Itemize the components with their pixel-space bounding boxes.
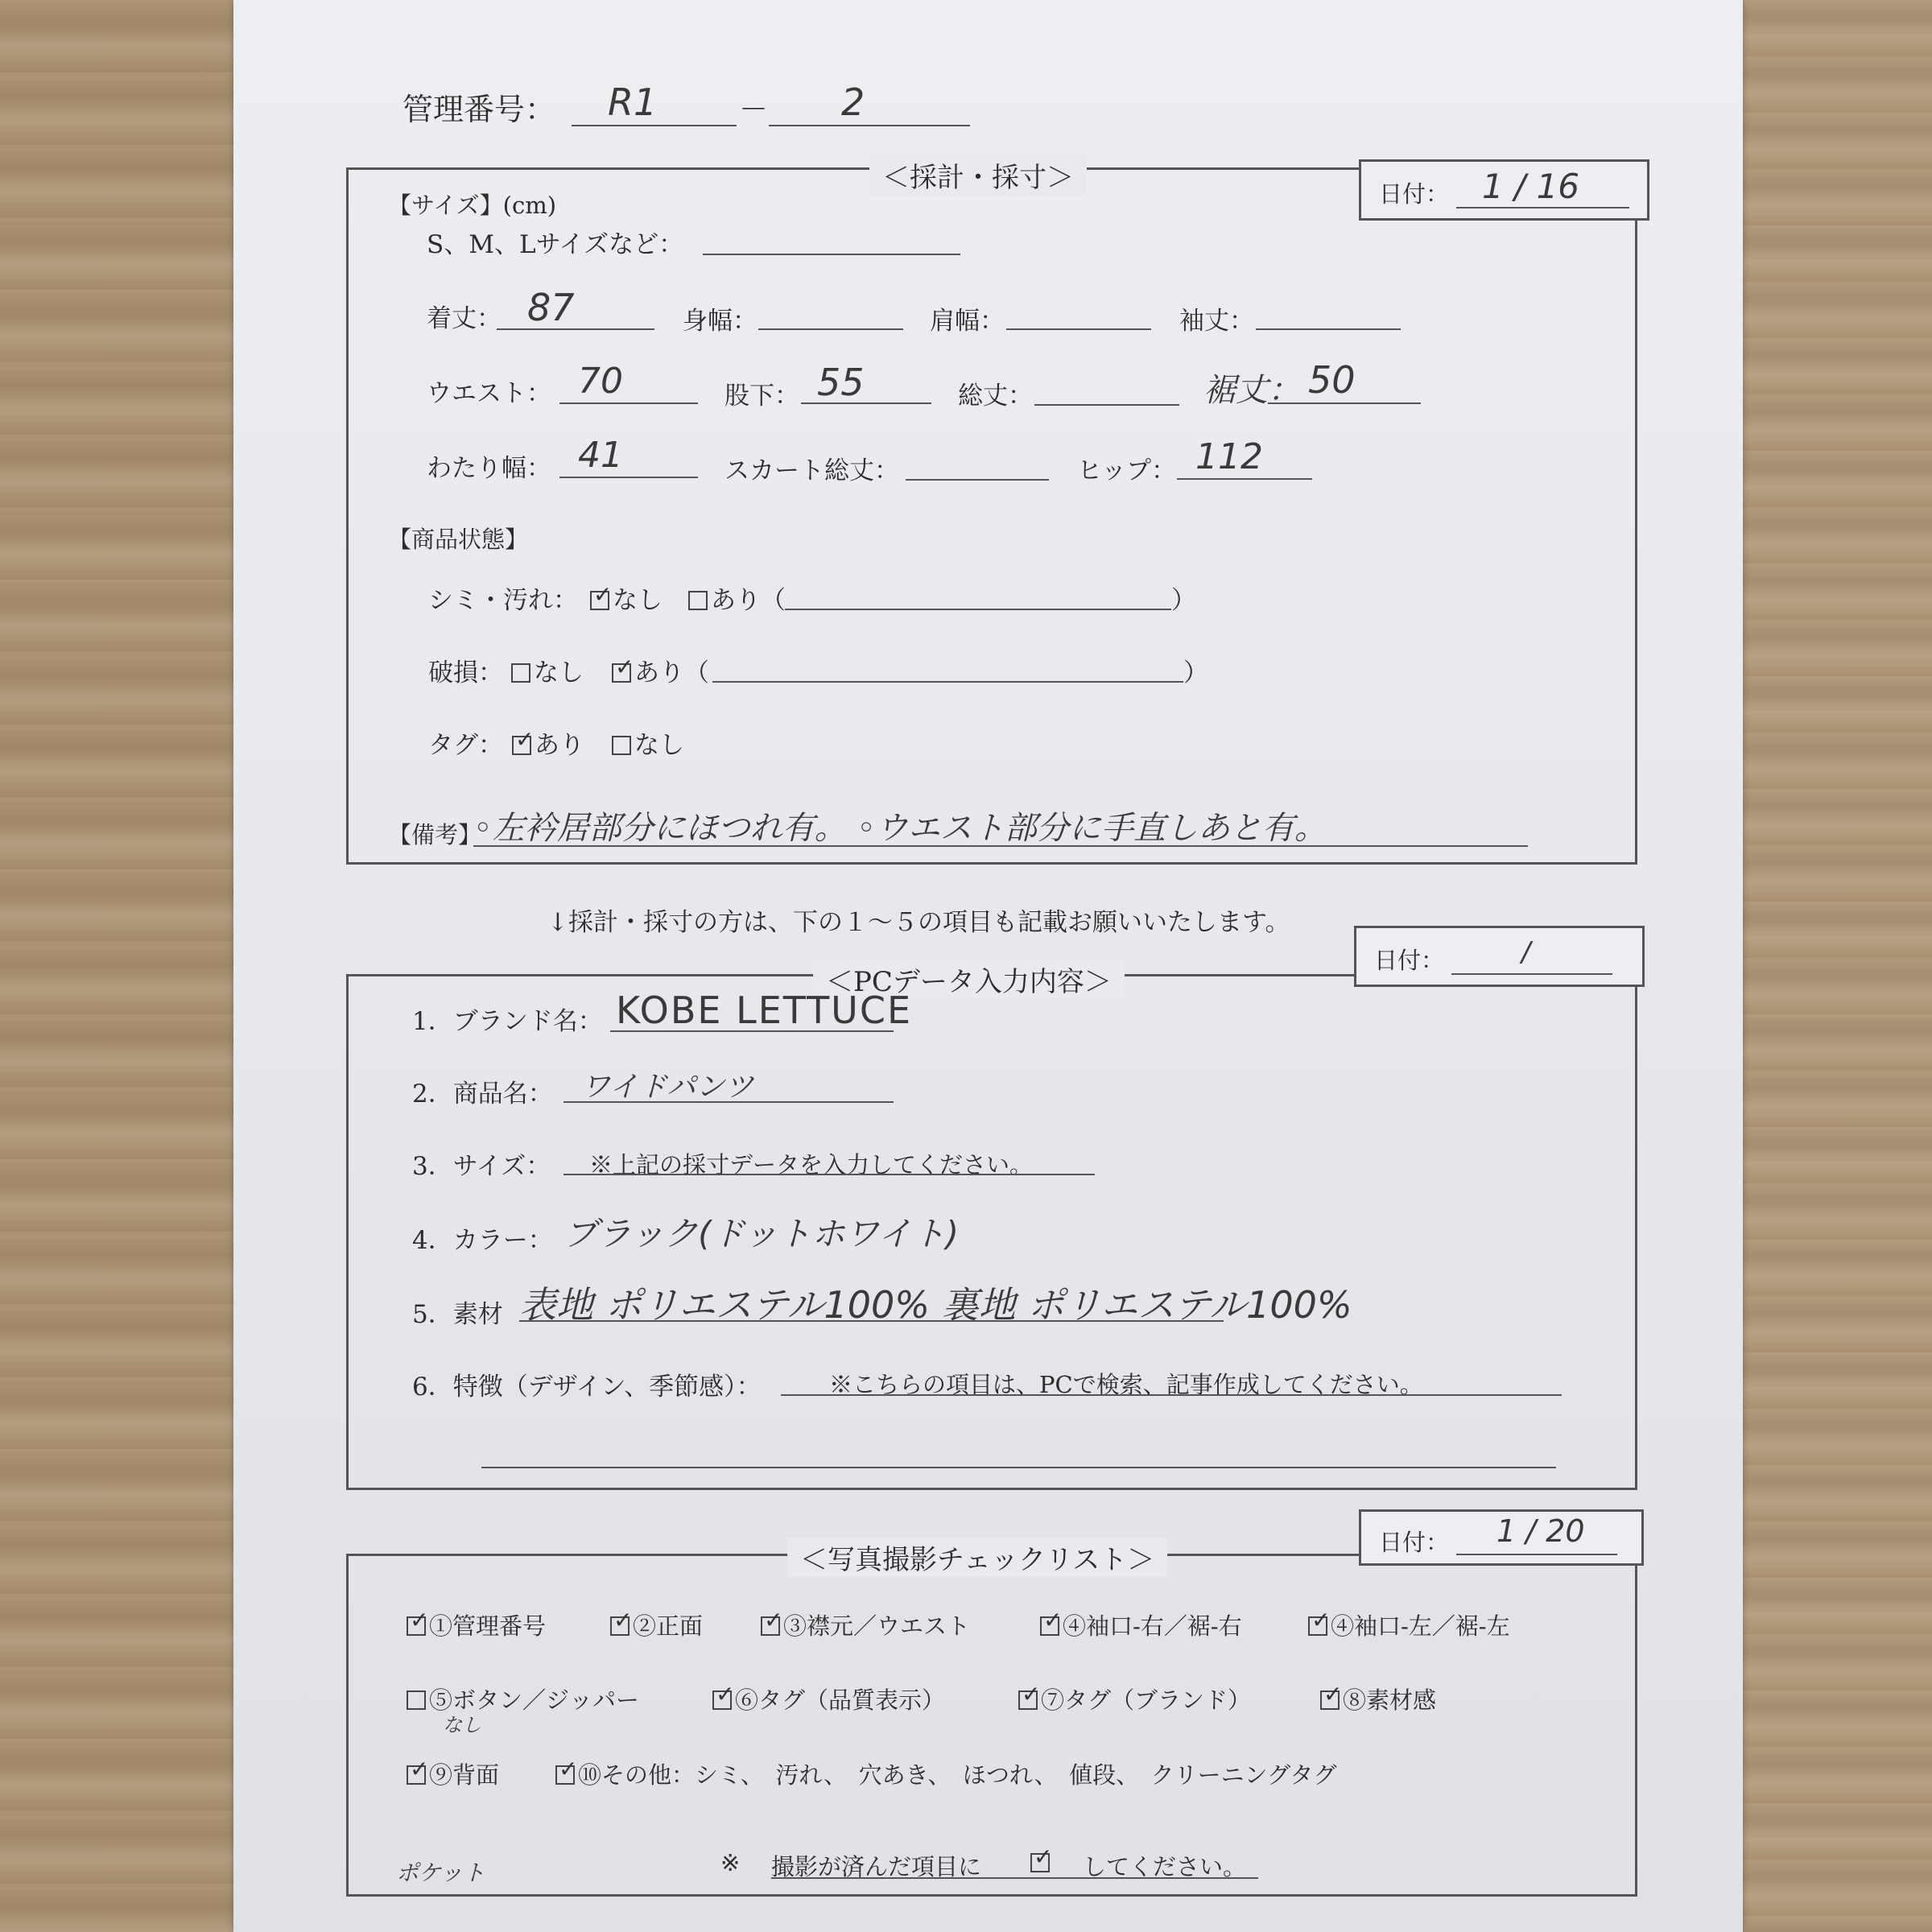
photo-date-label: 日付：: [1379, 1529, 1450, 1556]
measure-date-value: 1 / 16: [1482, 167, 1580, 206]
photo-date-value: 1 / 20: [1496, 1513, 1585, 1549]
button-note: なし: [443, 1714, 481, 1736]
skirt-length-label: スカート総丈：: [724, 456, 899, 485]
management-number-value2: 2: [841, 80, 865, 124]
stain-close: ）: [1171, 586, 1196, 615]
photo-title: ＜写真撮影チェックリスト＞: [787, 1538, 1167, 1577]
check-box-2[interactable]: [610, 1616, 630, 1636]
check-text-8: ⑧素材感: [1343, 1686, 1437, 1714]
tag-label: タグ：: [428, 731, 503, 760]
remarks-label: 【備考】: [388, 821, 482, 848]
damage-close: ）: [1183, 658, 1208, 687]
stain-none-option[interactable]: [590, 580, 663, 616]
footer-text1: 撮影が済んだ項目に: [771, 1853, 982, 1880]
header-dash: －: [739, 93, 769, 126]
check-box-7[interactable]: [1018, 1690, 1038, 1710]
stain-yes-text: あり（: [711, 586, 786, 615]
pc-title: ＜PCデータ入力内容＞: [813, 960, 1125, 999]
tag-none-option[interactable]: [612, 724, 684, 761]
check-management-number[interactable]: [407, 1608, 546, 1641]
total-length-label: 総丈：: [958, 382, 1033, 411]
damage-yes-checkbox[interactable]: [612, 663, 631, 683]
stain-none-checkbox[interactable]: [590, 591, 609, 610]
feature-note: ※こちらの項目は、PCで検索、記事作成してください。: [829, 1371, 1423, 1398]
tag-yes-text: あり: [535, 731, 584, 760]
check-tag-quality[interactable]: [712, 1682, 945, 1715]
color-value: ブラック(ドットホワイト): [564, 1214, 959, 1253]
stain-none-text: なし: [613, 586, 663, 615]
inseam-label: 股下：: [724, 382, 799, 411]
tag-yes-option[interactable]: [512, 724, 584, 761]
check-text-5: ⑤ボタン／ジッパー: [429, 1686, 640, 1714]
footer-text2: してください。: [1083, 1853, 1247, 1880]
sml-label: S、M、Lサイズなど：: [427, 230, 684, 259]
sample-checkbox: [1030, 1853, 1050, 1872]
check-cuff-right[interactable]: [1040, 1608, 1242, 1641]
product-value: ワイドパンツ: [581, 1071, 754, 1104]
shoulder-label: 肩幅：: [930, 307, 1005, 336]
check-button-zipper[interactable]: [407, 1682, 639, 1715]
feature-label: 6．特徴（デザイン、季節感）：: [412, 1373, 762, 1402]
hip-label: ヒップ：: [1077, 456, 1177, 485]
material-value: 表地 ポリエステル100% 裏地 ポリエステル100%: [519, 1283, 1352, 1327]
desk-right: [1743, 0, 1932, 1932]
stain-yes-checkbox[interactable]: [688, 591, 708, 610]
damage-none-option[interactable]: [511, 652, 584, 688]
body-width-label: 身幅：: [683, 307, 758, 336]
condition-heading: 【商品状態】: [388, 526, 529, 553]
pocket-note: ポケット: [396, 1860, 485, 1886]
waist-label: ウエスト：: [427, 379, 551, 408]
tag-none-checkbox[interactable]: [612, 736, 631, 755]
management-number-value1: R1: [608, 80, 658, 124]
measure-date-label: 日付：: [1379, 180, 1450, 208]
photo-section: [346, 1554, 1637, 1897]
check-text-1: ①管理番号: [429, 1612, 547, 1640]
color-label: 4．カラー：: [412, 1226, 553, 1255]
inseam-value: 55: [817, 361, 865, 404]
check-other[interactable]: [555, 1757, 1337, 1790]
brand-label: 1．ブランド名：: [412, 1007, 603, 1036]
product-label: 2．商品名：: [412, 1080, 553, 1108]
check-text-3: ③襟元／ウエスト: [783, 1612, 971, 1640]
size-note: ※上記の採寸データを入力してください。: [589, 1151, 1034, 1179]
photo-date-box: [1359, 1509, 1644, 1566]
footer-checkbox-sample: [1030, 1849, 1053, 1876]
remarks-value: ◦左衿居部分にほつれ有。 ◦ウエスト部分に手直しあと有。: [473, 810, 1327, 847]
length-label: 着丈：: [427, 304, 502, 333]
tag-yes-checkbox[interactable]: [512, 736, 531, 755]
thigh-value: 41: [578, 435, 623, 476]
measure-date-box: [1359, 159, 1649, 221]
check-front[interactable]: [610, 1608, 703, 1641]
pc-date-label: 日付：: [1374, 947, 1445, 974]
hip-value: 112: [1195, 436, 1263, 477]
footer-mark: ※: [720, 1849, 741, 1876]
pc-date-box: [1354, 926, 1645, 987]
check-box-4l[interactable]: [1308, 1616, 1327, 1636]
damage-none-text: なし: [534, 658, 584, 687]
size-label: 3．サイズ：: [412, 1152, 551, 1181]
check-box-3[interactable]: [761, 1616, 780, 1636]
damage-label: 破損：: [428, 658, 503, 687]
check-box-5[interactable]: [407, 1690, 426, 1710]
damage-yes-text: あり（: [634, 658, 709, 687]
instruction-text: ↓採計・採寸の方は、下の１～５の項目も記載お願いいたします。: [547, 908, 1290, 937]
hem-value: 50: [1308, 358, 1356, 402]
check-box-1[interactable]: [407, 1616, 426, 1636]
sleeve-label: 袖丈：: [1179, 307, 1254, 336]
measure-title: ＜採計・採寸＞: [869, 155, 1087, 195]
check-box-4r[interactable]: [1040, 1616, 1059, 1636]
check-back[interactable]: [407, 1757, 499, 1790]
check-box-10[interactable]: [555, 1765, 575, 1785]
damage-none-checkbox[interactable]: [511, 663, 530, 683]
check-text-7: ⑦タグ（ブランド）: [1041, 1686, 1252, 1714]
size-heading: 【サイズ】(cm): [388, 192, 557, 219]
pc-date-value: /: [1521, 936, 1531, 968]
check-text-4r: ④袖口-右／裾-右: [1063, 1612, 1242, 1640]
tag-none-text: なし: [634, 731, 684, 760]
stain-label: シミ・汚れ：: [428, 586, 578, 615]
hem-label: 裾丈：: [1203, 372, 1300, 409]
check-box-6[interactable]: [712, 1690, 732, 1710]
brand-value: KOBE LETTUCE: [616, 989, 913, 1032]
management-number-label: 管理番号：: [402, 92, 556, 127]
length-value: 87: [527, 286, 575, 329]
check-box-8[interactable]: [1320, 1690, 1340, 1710]
check-material[interactable]: [1320, 1682, 1436, 1715]
check-collar[interactable]: [761, 1608, 970, 1641]
check-cuff-left[interactable]: [1308, 1608, 1510, 1641]
check-text-6: ⑥タグ（品質表示）: [735, 1686, 946, 1714]
material-label: 5．素材: [412, 1300, 503, 1329]
waist-value: 70: [578, 361, 623, 402]
damage-yes-option[interactable]: [612, 652, 709, 688]
thigh-label: わたり幅：: [427, 454, 551, 483]
check-text-4l: ④袖口-左／裾-左: [1331, 1612, 1510, 1640]
check-text-2: ②正面: [633, 1612, 704, 1640]
check-box-9[interactable]: [407, 1765, 426, 1785]
check-text-10: ⑩その他：シミ、 汚れ、 穴あき、 ほつれ、 値段、 クリーニングタグ: [578, 1761, 1337, 1789]
desk-left: [0, 0, 233, 1932]
check-text-9: ⑨背面: [429, 1761, 500, 1789]
check-tag-brand[interactable]: [1018, 1682, 1251, 1715]
stain-yes-option[interactable]: [688, 580, 786, 616]
